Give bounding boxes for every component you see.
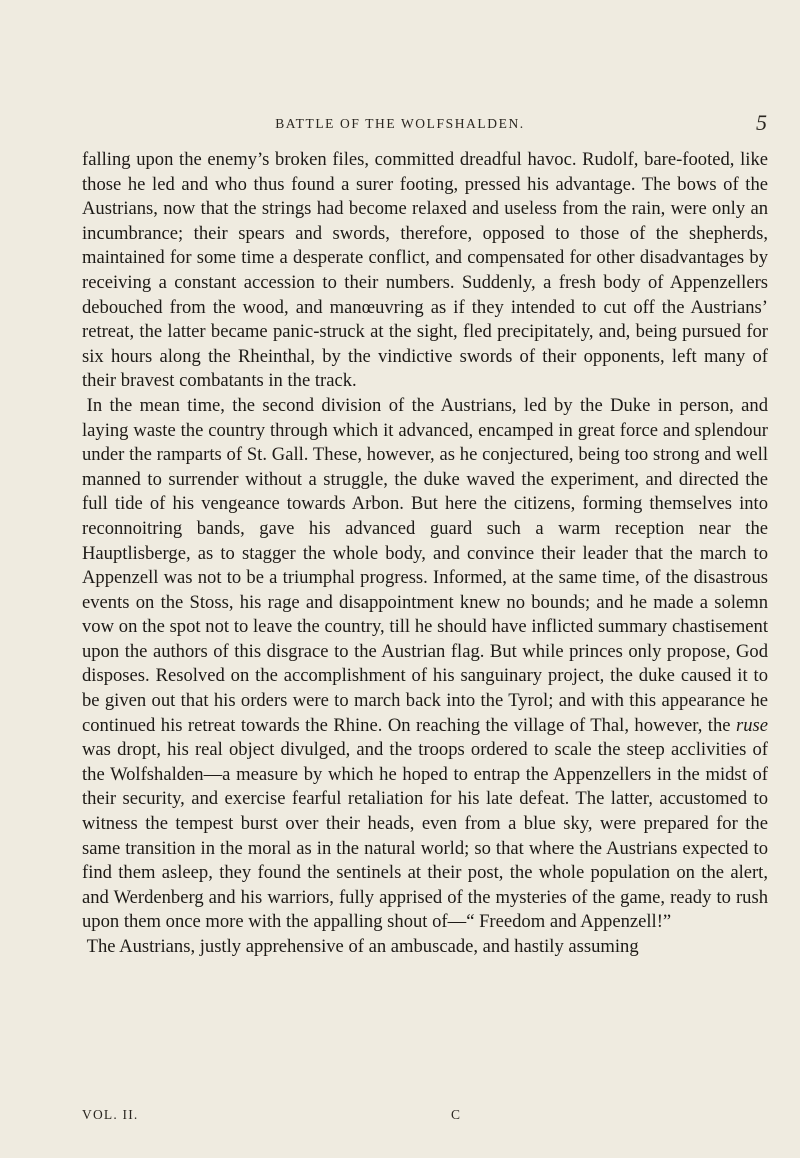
paragraph-2 bbox=[82, 394, 768, 935]
paragraph-2-text-a: In the mean time, the second division of the Austrians, led by the Duke in person, and laying waste the country through which it advanced, encamped in great force and splendour under the ramparts of St. Gall. These, however, as he conjectured, being too strong and well manned to surrender without a struggle, the duke waved the experiment, and directed the full tide of his vengeance towards Arbon. But here the citizens, forming themselves into reconnoitring bands, gave his advanced guard such a warm reception near the Hauptlisberge, as to stagger the whole body, and convince their leader that the march to Appenzell was not to be a triumphal progress. Informed, at the same time, of the disastrous events on the Stoss, his rage and disappointment knew no bounds; and he made a solemn vow on the spot not to leave the country, till he should have inflicted summary chastisement upon the authors of this disgrace to the Austrian flag. But while princes only propose, God disposes. Resolved on the accomplishment of his sanguinary project, the duke caused it to be given out that his orders were to march back into the Tyrol; and with this appearance he continued his retreat towards the Rhine. On reaching the village of Thal, however, the bbox=[82, 394, 768, 736]
signature-mark: C bbox=[451, 1107, 462, 1122]
running-title: BATTLE OF THE WOLFSHALDEN. bbox=[275, 116, 525, 131]
volume-label: VOL. II. bbox=[82, 1107, 139, 1122]
paragraph-3: The Austrians, justly apprehensive of an ambuscade, and hastily assuming bbox=[86, 936, 639, 957]
page-number: 5 bbox=[756, 110, 767, 135]
paragraph-1: falling upon the enemy’s broken files, committed dreadful havoc. Rudolf, bare-footed, like those he led and who thus found a surer footing, pressed his advantage. The bows of the Austrians, now that the strings had become relaxed and useless from the rain, were only an incumbrance; their spears and swords, therefore, opposed to those of the shepherds, maintained for some time a desperate conflict, and compensated for other disadvantages by receiving a constant accession to their numbers. Suddenly, a fresh body of Appenzellers debouched from the wood, and manœuvring as if they intended to cut off the Austrians’ retreat, the latter became panic-struck at the sight, fled precipitately, and, being pursued for six hours along the Rheinthal, by the vindictive swords of their opponents, left many of their bravest combatants in the track. bbox=[82, 149, 768, 392]
running-head bbox=[0, 110, 800, 134]
body-text bbox=[82, 148, 768, 960]
italic-word-ruse: ruse bbox=[735, 714, 768, 736]
signature-line bbox=[82, 1107, 682, 1129]
paragraph-2-text-b: was dropt, his real object divulged, and the troops ordered to scale the steep acclivities of the Wolfshalden—a measure by which he hoped to entrap the Appenzellers in the midst of their security, and exercise fearful retaliation for his late defeat. The latter, accustomed to witness the tempest burst over their heads, even from a blue sky, were prepared for the same transition in the moral as in the natural world; so that where the Austrians expected to find them asleep, they found the sentinels at their post, the whole population on the alert, and Werdenberg and his warriors, fully apprised of the mysteries of the game, ready to rush upon them once more with the appalling shout of—“ Freedom and Appenzell!” bbox=[82, 739, 768, 933]
